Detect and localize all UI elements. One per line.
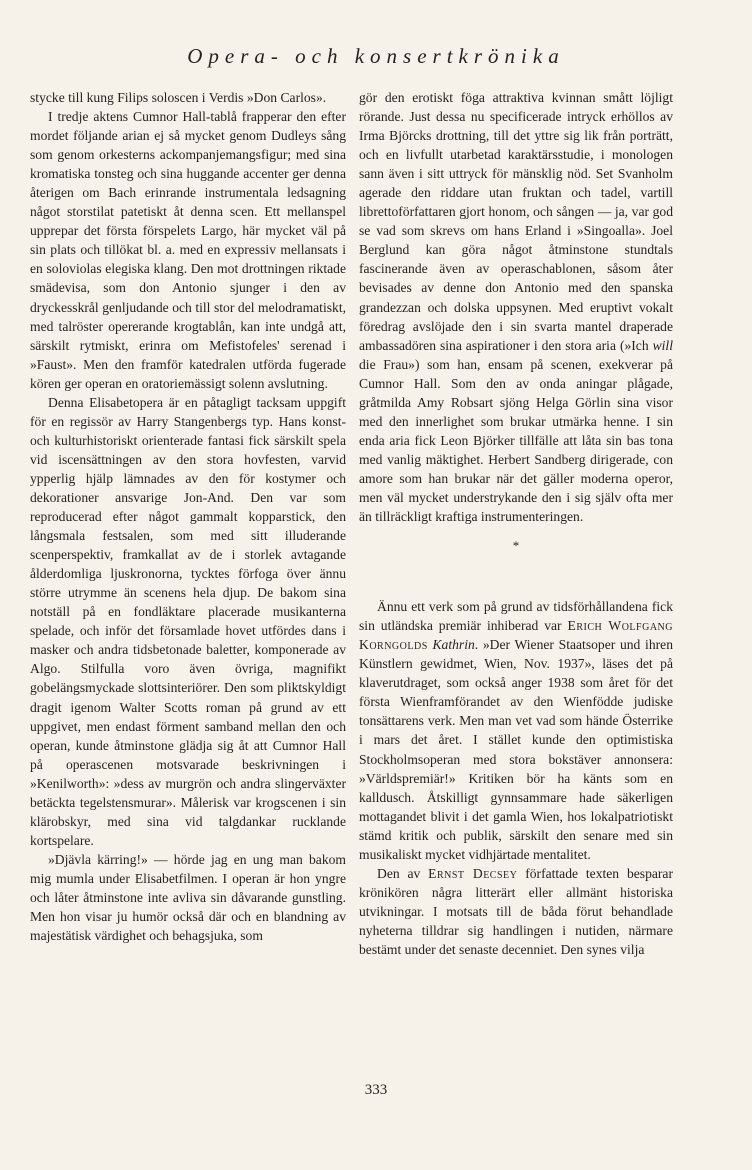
section-separator: * (512, 538, 520, 554)
paragraph (359, 864, 673, 959)
right-column (359, 88, 673, 959)
author-name: Erich Wolfgang Korngolds (359, 618, 673, 653)
italic-word: will (652, 337, 673, 353)
text-run: gör den erotiskt föga attraktiva kvinnan smått löjligt rörande. Just dessa nu specificerade intryck erhöllos av Irma Björcks drottning, till det yttre sig lik från porträtt, och en livfullt utarbetad karaktärsstudie, i monologen sann även i sitt uttryck för mänsklig nöd. Set Svanholm agerade den riddare utan fruktan och tadel, vartill librettoförfattaren gjort honom, och sången — ja, var god se vad som skrevs om hans Erland i »Singoalla». Joel Berglund kan göra något åtminstone stundtals fascinerande även av operaschablonen, såsom åter bevisades av denne don Antonio med den spanska grandezzan och dolska uppsynen. Med eruptivt vokalt föredrag avslöjade den i sin svarta mantel draperade ambassadören sina aspirationer i den stora aria (»Ich (359, 90, 673, 353)
page-header: Opera- och konsertkrönika (187, 44, 565, 68)
page-number: 333 (364, 1082, 388, 1098)
text-run: Ännu ett verk som på grund av tidsförhållandena fick sin utländska premiär inhiberad var (359, 599, 673, 634)
paragraph: I tredje aktens Cumnor Hall-tablå frapperar den efter mordet följande arian ej så mycket genom Dudleys sång som genom orkesterns ackompanjemangsfigur; med sina kromatiska tonsteg och sina huggande accenter ger denna återigen om Bach erinrande instrumentala ledsagning något storstilat patetiskt åt denna scen. Ett mellanspel upprepar det första förspelets Largo, här mycket väl på sin plats och tillökat bl. a. med en expressiv mellansats i en soloviolas elegiska klang. Den mot drottningen riktade smädevisa, som don Antonio sjunger i den av dryckesskrål genljudande och till stor del melodramatiskt, med talröster opererande krogtablån, kan inte undgå att, särskilt rytmiskt, erinra om Mefistofeles' serenad i »Faust». Men den framför katedralen utförda fugerade kören ger operan en oratoriemässigt solenn avslutning. (30, 109, 346, 391)
paragraph (359, 597, 673, 864)
paragraph: »Djävla kärring!» — hörde jag en ung man bakom mig mumla under Elisabetfilmen. I operan är hon yngre och låter åtminstone inte avliva sin dåvarande gunstling. Men hon visar ju humör också där och en blandning av majestätisk värdighet och behagsjuka, som (30, 851, 346, 944)
text-run: författade texten besparar krönikören några litterärt eller allmänt historiska utvikningar. I motsats till de båda förut behandlade nyheterna tilldrar sig handlingen i nutiden, närmare bestämt under det senaste decenniet. Den synes vilja (359, 865, 673, 957)
paragraph: Denna Elisabetopera är en påtagligt tacksam uppgift för en regissör av Harry Stangenbergs typ. Hans konst- och kulturhistoriskt orienterade fantasi fick särskilt spela vid iscensättningen av den stora hovfesten, varvid ypperlig hjälp lämnades av den för kostymer och dekorationer ansvarige Jon-And. Den var som reproducerad efter något gammalt kopparstick, den långsmala festsalen, som med sitt illuderande scenperspektiv, framkallat av de i storlek avtagande ålderdomliga ljuskronorna, tycktes förfoga över ännu större utrymme än scenens hela djup. De bakom sina notställ på en fondläktare placerade musikanterna spelade, och inför det församlade hovet utfördes dans i masker och andra tidsbetonade baletter, komponerade av Algo. Stilfulla voro även övriga, magnifikt gobelängsmyckade slottsinteriörer. Den som pliktskyldigt dragit igenom Walter Scotts roman på grund av ett uppgivet, men endast förment samband mellan den och operan, kunde åtminstone glädja sig åt att Cumnor Hall på operascenen motsvarade beskrivningen i »Kenilworth»: »dess av murgrön och andra slingerväxter betäckta tegelstensmurar». Målerisk var krogscenen i sin klärobskyr, med sina vid talgdankar rucklande kortspelare. (30, 394, 346, 848)
paragraph (359, 88, 673, 526)
left-column (30, 88, 346, 945)
text-run: . »Der Wiener Staatsoper und ihren Künstlern gewidmet, Wien, Nov. 1937», läses det på klaverutdraget, som också anger 1938 som året för det första Wienframförandet av den Wienfödde judiske tonsättarens verk. Men man vet vad som hände Österrike i mars det året. I stället kunde den optimistiska Stockholmsoperan med stora bokstäver annonsera: »Världspremiär!» Kritiken bör ha känts som en kalldusch. Åtskilligt gynnsammare hade säkerligen mottagandet blivit i det gamla Wien, hos lokalpatriotiskt stämd kritik och publik, särskilt den senare med sin musikaliskt mycket vidhjärtade mentalitet. (359, 637, 673, 862)
paragraph: stycke till kung Filips soloscen i Verdis »Don Carlos». (30, 90, 327, 105)
text-run: Den av (377, 865, 429, 881)
author-name: Ernst Decsey (428, 865, 518, 881)
text-run: die Frau») som han, ensam på scenen, exekverar på Cumnor Hall. Som den av onda aningar plågade, gråtmilda Amy Robsart sjöng Helga Görlin sina visor med den innerlighet som brukar utmärka henne. I sin enda aria fick Leon Björker tillfälle att låta sin bas tona med vanlig mäktighet. Herbert Sandberg dirigerade, con amore som han brukar när det gäller moderna operor, men väl mycket understrykande den i sig själv ofta mer än tillräckligt kraftiga instrumenteringen. (359, 356, 673, 525)
work-title: Kathrin (432, 637, 475, 653)
